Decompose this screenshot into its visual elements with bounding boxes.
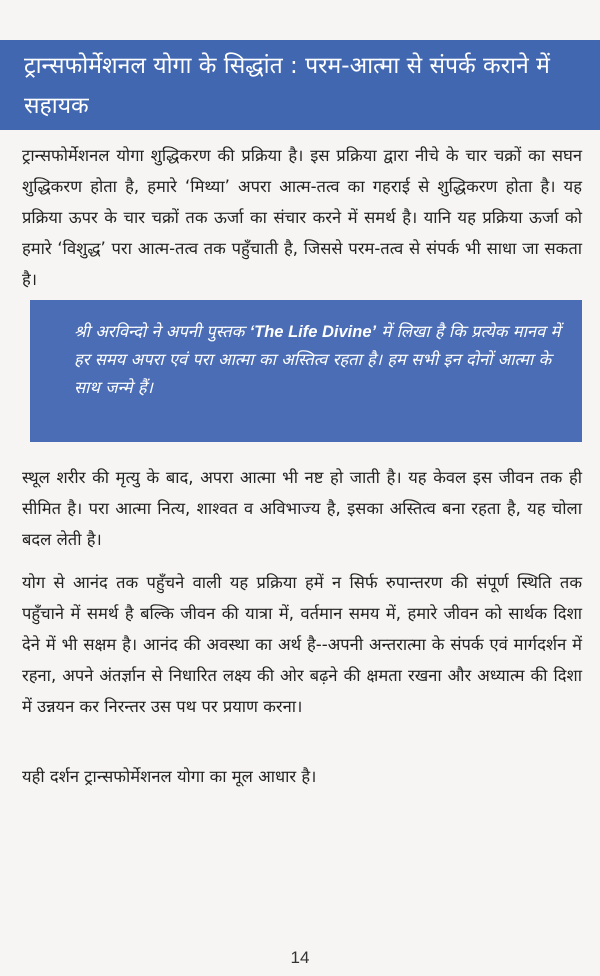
quote-box: [30, 300, 582, 442]
paragraph-purification: ट्रान्सफोर्मेशनल योगा शुद्धिकरण की प्रक्रिया है। इस प्रक्रिया द्वारा नीचे के चार चक्रों का सघन शुद्धिकरण होता है, हमारे ‘मिथ्या’ अपरा आत्म-तत्व का गहराई से शुद्धिकरण होता है। यह प्रक्रिया ऊपर के चार चक्रों तक ऊर्जा का संचार करने में समर्थ है। यानि यह प्रक्रिया ऊर्जा को हमारे ‘विशुद्ध’ परा आत्म-तत्व तक पहुँचाती है, जिससे परम-तत्व से संपर्क भी साधा जा सकता है।: [22, 146, 582, 289]
quote-book-title: ‘The Life Divine’: [249, 323, 377, 341]
quote-text-after: में लिखा है कि प्रत्येक मानव में हर समय अपरा एवं परा आत्मा का अस्तित्व रहता है। हम सभी इन दोनों आत्मा के साथ जन्मे हैं।: [74, 322, 561, 397]
chapter-heading: ट्रान्सफोर्मेशनल योगा के सिद्धांत : परम-आत्मा से संपर्क कराने में सहायक: [24, 53, 550, 119]
page-number: 14: [290, 948, 310, 967]
chapter-heading-band: [0, 40, 600, 130]
paragraph-bliss: योग से आनंद तक पहुँचने वाली यह प्रक्रिया हमें न सिर्फ रुपान्तरण की संपूर्ण स्थिति तक पहुँचाने में समर्थ है बल्कि जीवन की यात्रा में, वर्तमान समय में, हमारे जीवन को सार्थक दिशा देने में भी सक्षम है। आनंद की अवस्था का अर्थ है--अपनी अन्तरात्मा के संपर्क एवं मार्गदर्शन में रहना, अपने अंतर्ज्ञान से निधारित लक्ष्य की ओर बढ़ने की क्षमता रखना और अध्यात्म की दिशा में उन्नयन कर निरन्तर उस पथ पर प्रयाण करना।: [22, 573, 582, 716]
quote-text-before: श्री अरविन्दो ने अपनी पुस्तक: [74, 322, 250, 341]
paragraph-mortality: स्थूल शरीर की मृत्यु के बाद, अपरा आत्मा भी नष्ट हो जाती है। यह केवल इस जीवन तक ही सीमित है। परा आत्मा नित्य, शाश्वत व अविभाज्य है, इसका अस्तित्व बना रहता है, यह चोला बदल लेती है।: [22, 468, 582, 549]
paragraph-conclusion: यही दर्शन ट्रान्सफोर्मेशनल योगा का मूल आधार है।: [22, 767, 317, 786]
